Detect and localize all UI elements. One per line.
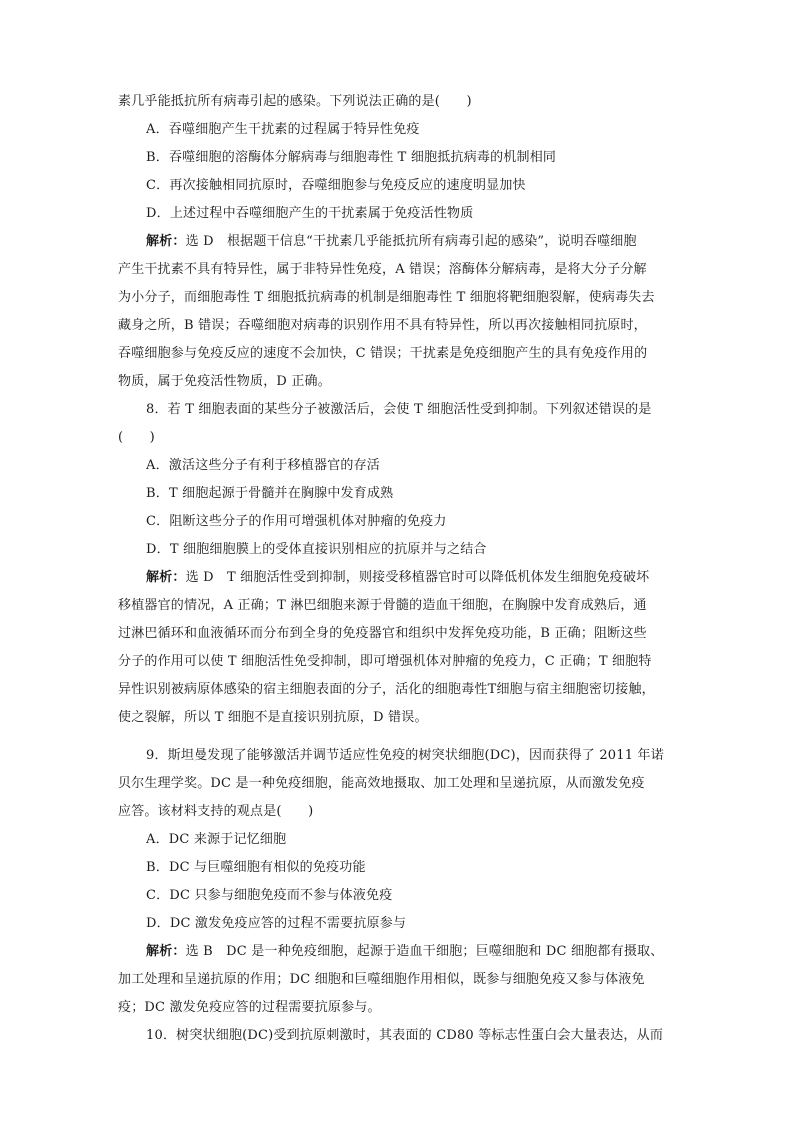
q9-option-a: A．DC 来源于记忆细胞 <box>146 832 287 847</box>
q8-analysis-line-1: 解析：选 D T 细胞活性受到抑制，则接受移植器官时可以降低机体发生细胞免疫破坏 <box>146 570 650 585</box>
q8-stem-line-1: 8．若 T 细胞表面的某些分子被激活后，会使 T 细胞活性受到抑制。下列叙述错误的是 <box>146 402 652 417</box>
q8-option-c: C．阻断这些分子的作用可增强机体对肿瘤的免疫力 <box>146 514 447 529</box>
q8-analysis-line-6: 使之裂解，所以 T 细胞不是直接识别抗原，D 错误。 <box>118 710 428 725</box>
q9-stem-line-2: 贝尔生理学奖。DC 是一种免疫细胞，能高效地摄取、加工处理和呈递抗原，从而激发免疫 <box>118 776 645 791</box>
q9-option-b: B．DC 与巨噬细胞有相似的免疫功能 <box>146 860 366 875</box>
q7-option-c: C．再次接触相同抗原时，吞噬细胞参与免疫反应的速度明显加快 <box>146 178 526 193</box>
q7-analysis-line-1: 解析：选 D 根据题干信息“干扰素几乎能抵抗所有病毒引起的感染”，说明吞噬细胞 <box>146 234 637 249</box>
q9-analysis-line-1: 解析：选 B DC 是一种免疫细胞，起源于造血干细胞；巨噬细胞和 DC 细胞都有摄取、 <box>146 944 664 959</box>
q8-option-b: B．T 细胞起源于骨髓并在胸腺中发育成熟 <box>146 486 394 501</box>
q9-option-c: C．DC 只参与细胞免疫而不参与体液免疫 <box>146 888 393 903</box>
q7-analysis-line-3: 为小分子，而细胞毒性 T 细胞抵抗病毒的机制是细胞毒性 T 细胞将靶细胞裂解，使病毒失去 <box>118 290 655 305</box>
q8-stem-line-2: ( ) <box>118 430 155 445</box>
q7-stem-tail: 素几乎能抵抗所有病毒引起的感染。下列说法正确的是( ) <box>118 94 472 109</box>
q9-option-d: D．DC 激发免疫应答的过程不需要抗原参与 <box>146 916 407 931</box>
q7-analysis-line-2: 产生干扰素不具有特异性，属于非特异性免疫，A 错误；溶酶体分解病毒，是将大分子分解 <box>118 262 647 277</box>
q8-analysis-line-2: 移植器官的情况，A 正确；T 淋巴细胞来源于骨髓的造血干细胞，在胸腺中发育成熟后，通 <box>118 598 647 613</box>
q7-analysis-line-6: 物质，属于免疫活性物质，D 正确。 <box>118 374 331 389</box>
q9-analysis-label: 解析： <box>146 944 186 959</box>
q9-stem-line-3: 应答。该材料支持的观点是( ) <box>118 804 314 819</box>
q7-option-a: A．吞噬细胞产生干扰素的过程属于特异性免疫 <box>146 122 420 137</box>
q8-option-d: D．T 细胞细胞膜上的受体直接识别相应的抗原并与之结合 <box>146 542 487 557</box>
q8-analysis-line-5: 异性识别被病原体感染的宿主细胞表面的分子，活化的细胞毒性T细胞与宿主细胞密切接触， <box>118 682 655 697</box>
q8-option-a: A．激活这些分子有利于移植器官的存活 <box>146 458 380 473</box>
q7-analysis-line-4: 藏身之所，B 错误；吞噬细胞对病毒的识别作用不具有特异性，所以再次接触相同抗原时， <box>118 318 647 333</box>
q7-option-b: B．吞噬细胞的溶酶体分解病毒与细胞毒性 T 细胞抵抗病毒的机制相同 <box>146 150 557 165</box>
q9-analysis-line-3: 疫；DC 激发免疫应答的过程需要抗原参与。 <box>118 1000 381 1015</box>
q8-analysis-line-3: 过淋巴循环和血液循环而分布到全身的免疫器官和组织中发挥免疫功能，B 正确；阻断这些 <box>118 626 647 641</box>
q9-analysis-line-2: 加工处理和呈递抗原的作用；DC 细胞和巨噬细胞作用相似，既参与细胞免疫又参与体液免 <box>118 972 645 987</box>
q10-stem-line-1: 10．树突状细胞(DC)受到抗原刺激时，其表面的 CD80 等标志性蛋白会大量表达，从而 <box>146 1028 664 1043</box>
q7-analysis-label: 解析： <box>146 234 186 249</box>
q9-stem-line-1: 9．斯坦曼发现了能够激活并调节适应性免疫的树突状细胞(DC)，因而获得了 2011 年诺 <box>146 748 664 763</box>
q7-analysis-line-5: 吞噬细胞参与免疫反应的速度不会加快，C 错误；干扰素是免疫细胞产生的具有免疫作用的 <box>118 346 648 361</box>
q7-option-d: D．上述过程中吞噬细胞产生的干扰素属于免疫活性物质 <box>146 206 474 221</box>
q8-analysis-line-4: 分子的作用可以使 T 细胞活性免受抑制，即可增强机体对肿瘤的免疫力，C 正确；T 细胞特 <box>118 654 652 669</box>
q8-analysis-label: 解析： <box>146 570 186 585</box>
